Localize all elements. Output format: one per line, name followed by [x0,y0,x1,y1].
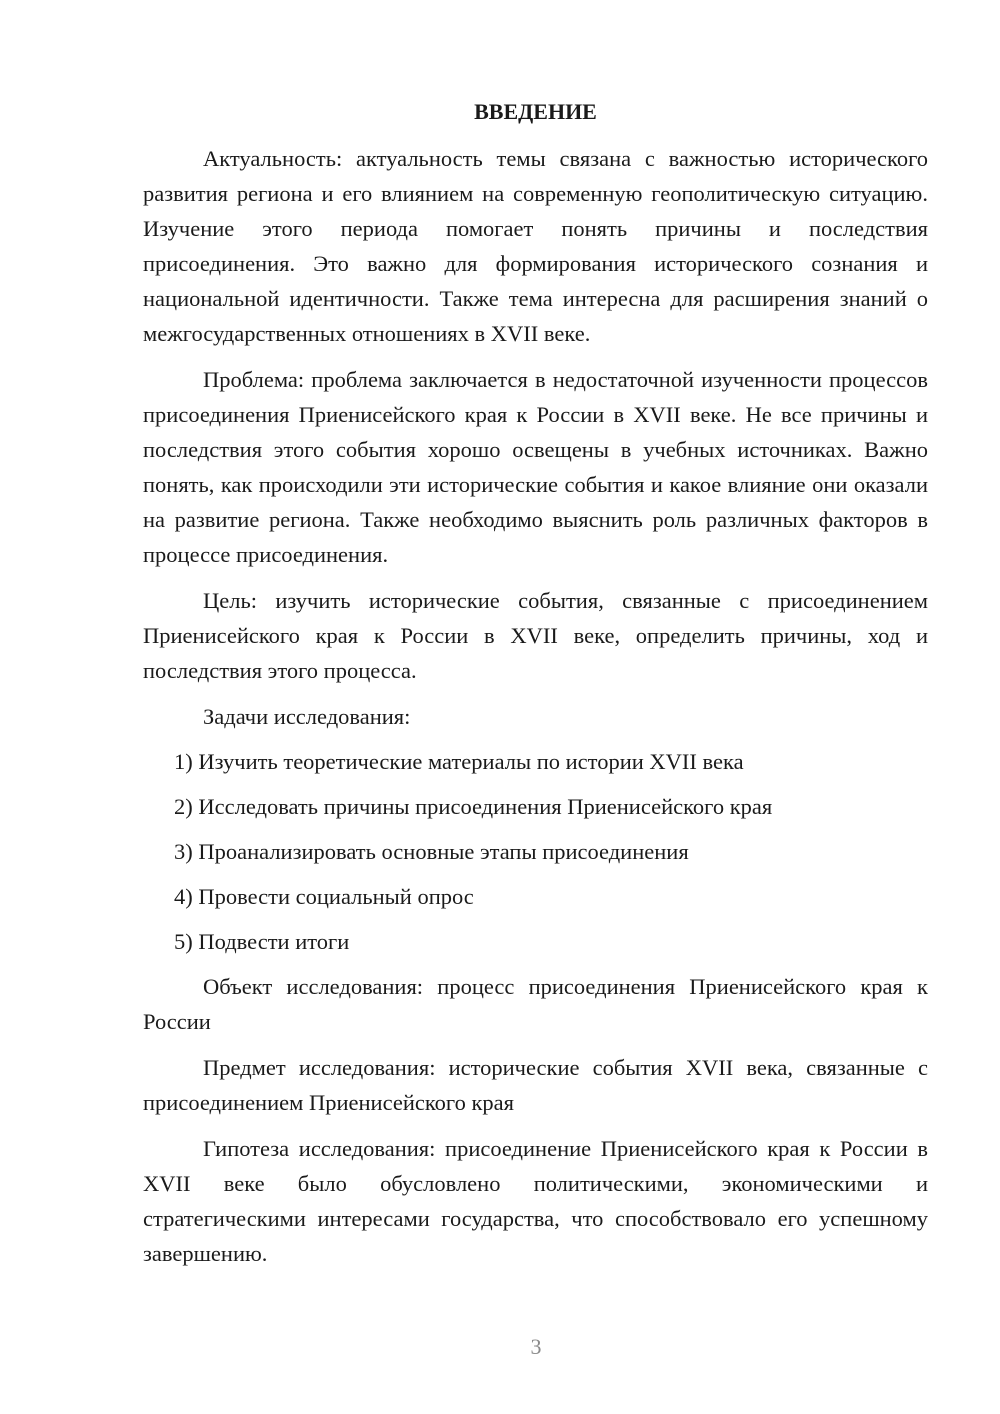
list-item: 3) Проанализировать основные этапы присоединения [174,839,689,864]
list-item: 1) Изучить теоретические материалы по истории XVII века [174,749,744,774]
subject-paragraph: Предмет исследования: исторические события XVII века, связанные с присоединением Приенисейского края [143,1055,928,1115]
problem-paragraph: Проблема: проблема заключается в недостаточной изученности процессов присоединения Приенисейского края к России в XVII веке. Не все причины и последствия этого события хорошо освещены в учебных источниках. Важно понять, как происходили эти исторические события и какое влияние они оказали на развитие региона. Также необходимо выяснить роль различных факторов в процессе присоединения. [143,367,928,567]
hypothesis-paragraph: Гипотеза исследования: присоединение Приенисейского края к России в XVII веке было обусловлено политическими, экономическими и стратегическими интересами государства, что способствовало его успешному завершению. [143,1136,928,1266]
list-item: 4) Провести социальный опрос [174,884,474,909]
list-item: 2) Исследовать причины присоединения Приенисейского края [174,794,773,819]
tasks-heading: Задачи исследования: [203,704,411,729]
page-number: 3 [530,1334,542,1359]
object-paragraph: Объект исследования: процесс присоединения Приенисейского края к России [143,974,928,1034]
list-item: 5) Подвести итоги [174,929,350,954]
page-content [143,94,928,1282]
page-title: ВВЕДЕНИЕ [474,99,597,124]
goal-paragraph: Цель: изучить исторические события, связанные с присоединением Приенисейского края к России в XVII веке, определить причины, ход и последствия этого процесса. [143,588,928,683]
relevance-paragraph: Актуальность: актуальность темы связана с важностью исторического развития региона и его влиянием на современную геополитическую ситуацию. Изучение этого периода помогает понять причины и последствия присоединения. Это важно для формирования исторического сознания и национальной идентичности. Также тема интересна для расширения знаний о межгосударственных отношениях в XVII веке. [143,146,928,346]
tasks-list [143,744,928,959]
